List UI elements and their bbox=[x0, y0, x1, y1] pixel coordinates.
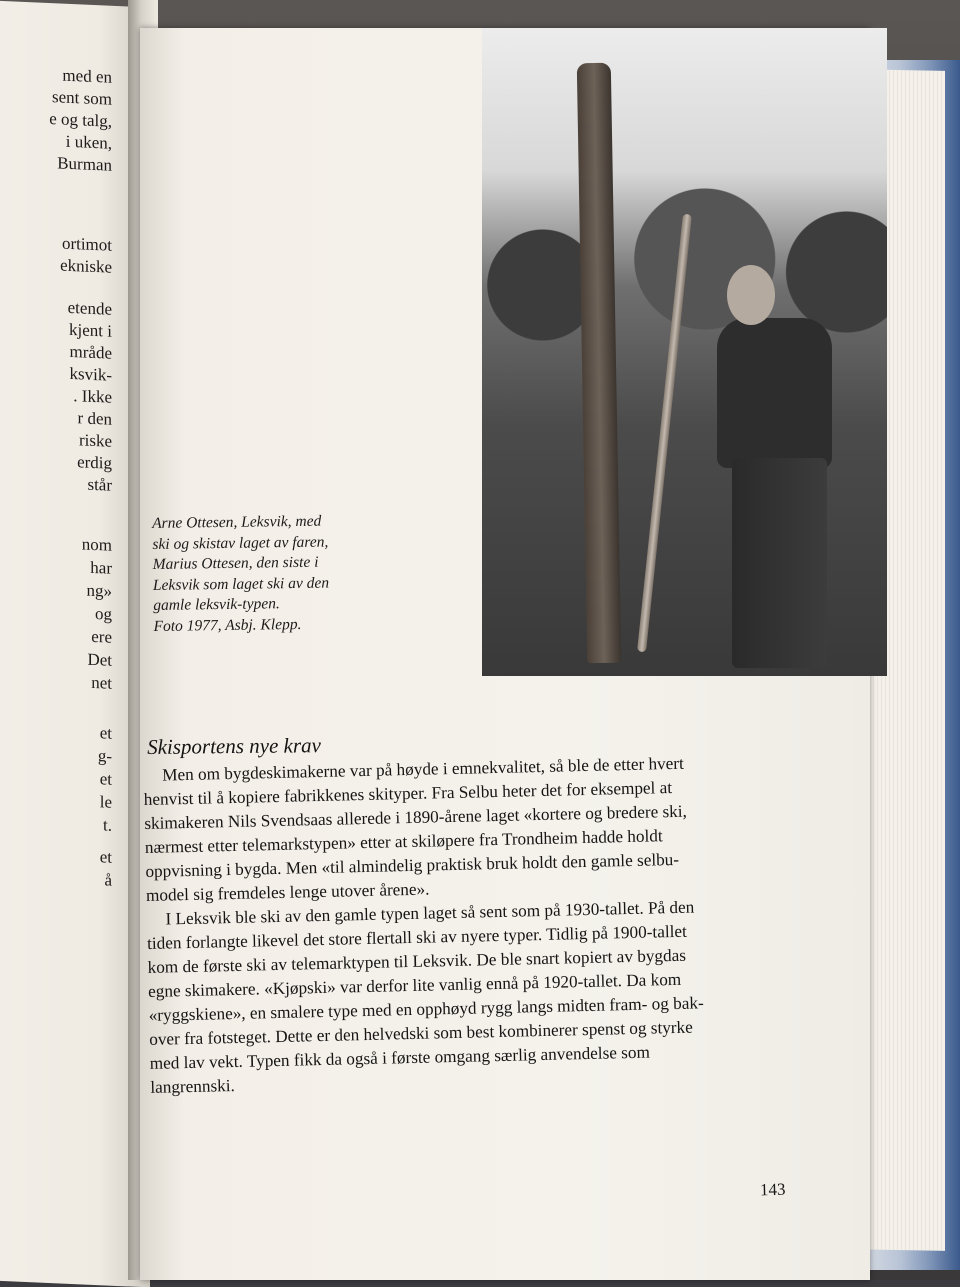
left-page-fragment: mråde bbox=[69, 341, 112, 363]
body-text bbox=[143, 749, 830, 1100]
left-page-fragment: r den bbox=[77, 408, 112, 429]
paragraph-1-line: Men om bygdeskimakerne var på høyde i emnekvalitet, så ble de etter hvert bbox=[162, 753, 684, 785]
left-page-fragment: erdig bbox=[77, 452, 112, 473]
photograph bbox=[482, 28, 887, 676]
paragraph-2-line: egne skimakere. «Kjøpski» var derfor lite vanlig ennå på 1920-tallet. Da kom bbox=[147, 969, 682, 1001]
left-page-fragment: ere bbox=[91, 626, 112, 647]
caption-line: Marius Ottesen, den siste i bbox=[152, 553, 319, 573]
left-page-fragment: et bbox=[99, 847, 112, 867]
paragraph-2-line: I Leksvik ble ski av den gamle typen laget så sent som på 1930-tallet. På den bbox=[165, 897, 695, 929]
paragraph-2-line: langrennski. bbox=[150, 1076, 236, 1097]
left-page-fragment: g- bbox=[97, 746, 112, 766]
left-page-fragment: net bbox=[91, 672, 112, 693]
left-page-fragment: riske bbox=[78, 430, 112, 451]
left-page-fragment: . Ikke bbox=[73, 386, 112, 407]
left-page-fragment: Det bbox=[87, 649, 112, 670]
left-page-fragment: å bbox=[104, 870, 112, 890]
paragraph-1-line: nærmest etter telemarkstypen» etter at skiløpere fra Trondheim hadde holdt bbox=[144, 826, 663, 857]
left-page-fragment: står bbox=[87, 474, 112, 495]
left-page-fragment: Burman bbox=[57, 153, 112, 175]
section-heading: Skisportens nye krav bbox=[147, 733, 322, 759]
left-page-fragment: ksvik- bbox=[69, 363, 112, 385]
paragraph-2-line: «ryggskiene», en smalere type med en opphøyd rygg langs midten fram- og bak- bbox=[148, 993, 704, 1025]
paragraph-1-line: model sig fremdeles lenge utover årene». bbox=[145, 879, 430, 905]
left-page-fragment: nom bbox=[81, 534, 112, 555]
left-page-fragment: e og talg, bbox=[49, 109, 112, 131]
left-page-fragment: og bbox=[95, 604, 112, 624]
paragraph-1-line: oppvisning i bygda. Men «til almindelig praktisk bruk holdt den gamle selbu- bbox=[145, 849, 680, 881]
left-page-fragment: etende bbox=[67, 297, 112, 319]
paragraph-2-line: kom de første ski av telemarktypen til Leksvik. De ble snart kopiert av bygdas bbox=[147, 945, 687, 977]
left-page-fragment: i uken, bbox=[65, 131, 112, 153]
left-page-fragment: le bbox=[99, 792, 112, 812]
paragraph-2-line: tiden forlangte likevel det store flertall ski av nyere typer. Tidlig på 1900-tallet bbox=[146, 921, 687, 953]
paragraph-2-line: med lav vekt. Typen fikk da også i første omgang særlig anvendelse som bbox=[149, 1042, 651, 1073]
caption-line: Leksvik som laget ski av den bbox=[152, 574, 330, 594]
left-page-fragment: med en bbox=[62, 65, 112, 87]
photo-man-head bbox=[727, 265, 775, 325]
paragraph-1-line: skimakeren Nils Svendsaas allerede i 1890-årene laget «kortere og bredere ski, bbox=[144, 801, 688, 833]
left-page-fragment: ng» bbox=[86, 580, 112, 601]
photo-caption bbox=[152, 510, 474, 637]
caption-line: Foto 1977, Asbj. Klepp. bbox=[153, 615, 302, 635]
paragraph-2-line: over fra fotsteget. Dette er den helvedski som best kombinerer spenst og styrke bbox=[149, 1017, 693, 1049]
left-page-fragment: ekniske bbox=[60, 255, 112, 277]
left-page-fragment: har bbox=[90, 557, 112, 578]
left-page-fragment: et bbox=[99, 723, 112, 743]
caption-line: Arne Ottesen, Leksvik, med bbox=[152, 512, 322, 532]
left-page-fragment: sent som bbox=[52, 87, 112, 109]
photo-man-torso bbox=[717, 318, 832, 468]
left-page-fragment: t. bbox=[103, 815, 112, 835]
caption-line: gamle leksvik-typen. bbox=[153, 595, 280, 614]
left-page-fragment: kjent i bbox=[69, 319, 112, 341]
left-page-fragment: et bbox=[99, 769, 112, 789]
paragraph-1-line: henvist til å kopiere fabrikkenes skityper. Fra Selbu heter det for eksempel at bbox=[143, 778, 673, 809]
caption-line: ski og skistav laget av faren, bbox=[152, 533, 329, 553]
photo-man-legs bbox=[732, 458, 827, 668]
page-number: 143 bbox=[759, 1179, 786, 1200]
left-page-fragment: ortimot bbox=[61, 233, 112, 255]
